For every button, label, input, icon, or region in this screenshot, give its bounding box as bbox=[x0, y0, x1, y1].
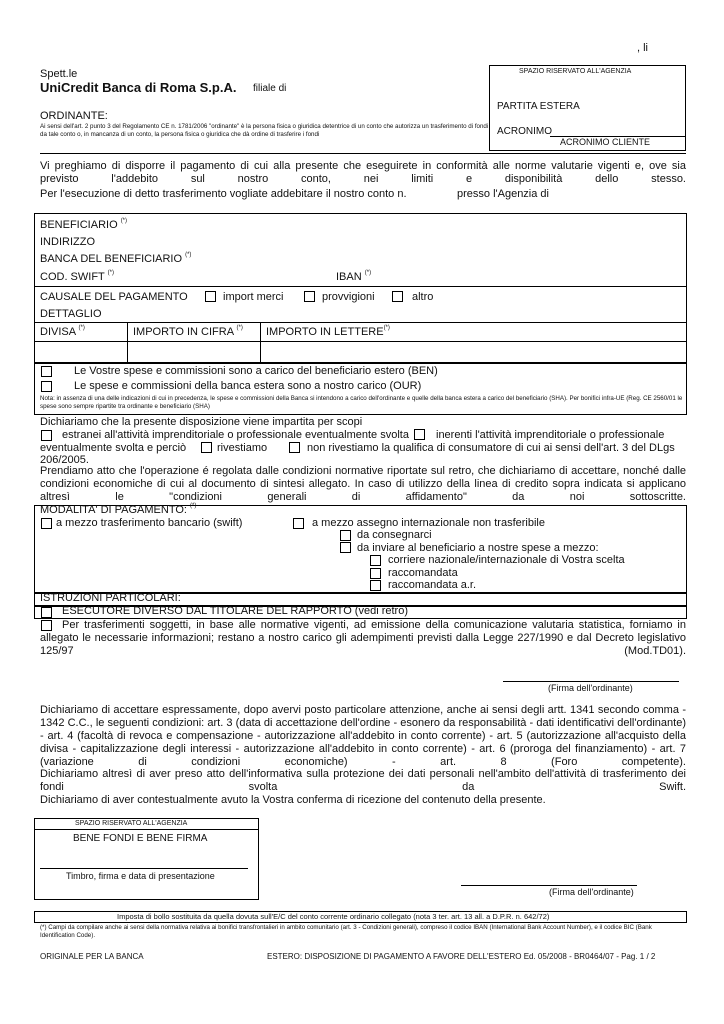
spese-ben-checkbox[interactable] bbox=[41, 366, 52, 377]
divisa-label: DIVISA (*) bbox=[40, 325, 85, 338]
firma-ordinante-label-1: (Firma dell'ordinante) bbox=[548, 683, 633, 693]
spese-our-checkbox[interactable] bbox=[41, 381, 52, 392]
import-merci-label: import merci bbox=[223, 291, 284, 303]
agency-box-title: SPAZIO RISERVATO ALL'AGENZIA bbox=[519, 68, 632, 75]
altro-label: altro bbox=[412, 291, 434, 303]
raccomandata-label: raccomandata bbox=[388, 567, 458, 579]
importo-cifra-field[interactable] bbox=[130, 344, 258, 360]
dettaglio-label: DETTAGLIO bbox=[40, 308, 102, 320]
corriere-checkbox[interactable] bbox=[370, 555, 381, 566]
prendiamo-atto: Prendiamo atto che l'operazione é regolata dalle condizioni normative riportate sul retro, che dichiariamo di accettare, nonché dalle condizioni economiche di cui al documento di sintesi allegato. In caso di utilizzo della linea di credito sopra indicata si applicano altresì le "condizioni generali di affidamento" da noi sottoscritte. bbox=[40, 465, 686, 503]
indirizzo-label: INDIRIZZO bbox=[40, 236, 95, 248]
bollo-text: Imposta di bollo sostituita da quella dovuta sull'E/C del conto corrente ordinario collegato (nota 3 ter. art. 13 all. a D.P.R. n. 642/72) bbox=[117, 912, 550, 921]
corriere-label: corriere nazionale/internazionale di Vostra scelta bbox=[388, 554, 625, 566]
spese-nota: Nota: in assenza di una delle indicazioni di cui in precedenza, le spese e commissioni della Banca si intendono a carico dell'ordinante e quelle della banca estera a carico del beneficiario (SHA). Per bonifici infra-UE (Reg. CE 2560/01 le spese sono sempre ripartite tra ordinante e beneficiario (SHA) bbox=[40, 395, 683, 410]
separator bbox=[40, 153, 686, 154]
agency-box-2-title: SPAZIO RISERVATO ALL'AGENZIA bbox=[75, 820, 188, 827]
filiale-label: filiale di bbox=[253, 83, 287, 94]
firma-ordinante-label-2: (Firma dell'ordinante) bbox=[549, 887, 634, 897]
swift-checkbox[interactable] bbox=[41, 518, 52, 529]
assegno-label: a mezzo assegno internazionale non trasferibile bbox=[312, 517, 545, 529]
spese-ben-label: Le Vostre spese e commissioni sono a carico del beneficiario estero (BEN) bbox=[74, 365, 438, 377]
trasferimenti-text: Per trasferimenti soggetti, in base alle normative vigenti, ad emissione della comunicazione valutaria statistica, forniamo in allegato le necessarie informazioni; restano a nostro carico gli adempimenti previsti dalla Legge 227/1990 e dal Decreto legislativo 125/97 (Mod.TD01). bbox=[40, 619, 686, 657]
banca-beneficiario-label: BANCA DEL BENEFICIARIO (*) bbox=[40, 252, 192, 265]
condizioni-text: Dichiariamo di accettare espressamente, dopo avervi posto particolare attenzione, anche ai sensi degli artt. 1341 secondo comma - 1342 C.C., le seguenti condizioni: art. 3 (data di accettazione dell'ordine - esonero da responsabilità - dati identificativi dell'ordinante) - art. 4 (facoltà di revoca e compensazione - autorizzazione all'addebito in conto corrente) - art. 5 (autorizzazione all'acquisto della divisa - capitalizzazione degli interessi - autorizzazione all'addebito in conto corrente) - art. 6 (proroga del finanziamento) - art. 7 (variazione di condizioni economiche) - art. 8 (Foro competente). bbox=[40, 704, 686, 768]
conferma-text: Dichiariamo di aver contestualmente avuto la Vostra conferma di ricezione del contenuto della presente. bbox=[40, 794, 546, 806]
acronimo-label: ACRONIMO bbox=[497, 126, 552, 137]
rivestiamo-label: rivestiamo bbox=[217, 442, 268, 454]
raccomandata-ar-checkbox[interactable] bbox=[370, 580, 381, 591]
raccomandata-ar-label: raccomandata a.r. bbox=[388, 579, 477, 591]
intro-conto: Per l'esecuzione di detto trasferimento vogliate addebitare il nostro conto n. bbox=[40, 188, 407, 200]
ordinante-label: ORDINANTE: bbox=[40, 110, 108, 122]
dichiarazione-scopi: Dichiariamo che la presente disposizione viene impartita per scopi bbox=[40, 416, 363, 428]
consegnarci-checkbox[interactable] bbox=[340, 530, 351, 541]
dlgs-year: 206/2005. bbox=[40, 454, 89, 466]
beneficiario-label: BENEFICIARIO (*) bbox=[40, 218, 128, 231]
provvigioni-checkbox[interactable] bbox=[304, 291, 315, 302]
intro-agenzia: presso l'Agenzia di bbox=[457, 188, 549, 200]
esecutore-checkbox[interactable] bbox=[41, 607, 52, 618]
acronimo-cliente-label: ACRONIMO CLIENTE bbox=[560, 137, 651, 147]
inerenti-label: inerenti l'attività imprenditoriale o professionale bbox=[436, 429, 665, 441]
intro-text: Vi preghiamo di disporre il pagamento di cui alla presente che eseguirete in conformità alle norme valutarie vigenti e, ove sia previsto l'addebito sul nostro conto, nei limiti e disponibilità dello stesso. bbox=[40, 160, 686, 185]
swift-label: COD. SWIFT (*) bbox=[40, 270, 114, 283]
privacy-text: Dichiariamo altresì di aver preso atto dell'informativa sulla protezione dei dati personali nell'ambito dell'attività di trasferimento dei fondi svolta da Swift. bbox=[40, 768, 686, 793]
raccomandata-checkbox[interactable] bbox=[370, 568, 381, 579]
causale-label: CAUSALE DEL PAGAMENTO bbox=[40, 291, 188, 303]
timbro-label: Timbro, firma e data di presentazione bbox=[66, 871, 215, 881]
inerenti-checkbox[interactable] bbox=[414, 429, 425, 440]
timbro-line bbox=[40, 868, 248, 869]
istruzioni-title: ISTRUZIONI PARTICOLARI: bbox=[40, 592, 181, 604]
rivestiamo-checkbox[interactable] bbox=[201, 442, 212, 453]
import-merci-checkbox[interactable] bbox=[205, 291, 216, 302]
consegnarci-label: da consegnarci bbox=[357, 529, 432, 541]
estranei-label: estranei all'attività imprenditoriale o professionale eventualmente svolta bbox=[62, 429, 409, 441]
estranei-checkbox[interactable] bbox=[41, 430, 52, 441]
swift-transfer-label: a mezzo trasferimento bancario (swift) bbox=[56, 517, 243, 529]
esecutore-label: ESECUTORE DIVERSO DAL TITOLARE DEL RAPPORTO (vedi retro) bbox=[62, 605, 408, 617]
inviare-checkbox[interactable] bbox=[340, 542, 351, 553]
agency-box-2 bbox=[34, 818, 259, 900]
firma-ordinante-line-1 bbox=[503, 681, 679, 682]
altro-checkbox[interactable] bbox=[392, 291, 403, 302]
importo-cifra-label: IMPORTO IN CIFRA (*) bbox=[133, 325, 243, 338]
firma-ordinante-line-2 bbox=[461, 885, 637, 886]
partita-estera-label: PARTITA ESTERA bbox=[497, 101, 580, 112]
bank-name: UniCredit Banca di Roma S.p.A. bbox=[40, 80, 237, 95]
non-rivestiamo-checkbox[interactable] bbox=[289, 442, 300, 453]
assegno-checkbox[interactable] bbox=[293, 518, 304, 529]
footnote: (*) Campi da compilare anche ai sensi della normativa relativa ai bonifici transfrontalieri in ambito comunitario (art. 3 - Condizioni generali), compreso il codice IBAN (International Bank Account Number), e il codice BIC (Bank Identification Code). bbox=[40, 924, 652, 939]
date-place: , li bbox=[637, 42, 648, 54]
eventualmente-label: eventualmente svolta e perciò bbox=[40, 442, 187, 454]
importo-lettere-field[interactable] bbox=[263, 344, 683, 360]
ordinante-note: Ai sensi dell'art. 2 punto 3 del Regolamento CE n. 1781/2006 "ordinante" è la persona fisica o giuridica detentrice di un conto che autorizza un trasferimento di fondi da tale conto o, in mancanza di un conto, la persona fisica o giuridica che dà ordine di trasferire i fondi bbox=[40, 123, 489, 138]
iban-label: IBAN (*) bbox=[336, 270, 372, 283]
non-rivestiamo-label: non rivestiamo la qualifica di consumatore di cui ai sensi dell'art. 3 del DLgs bbox=[307, 442, 675, 454]
spese-our-label: Le spese e commissioni della banca estera sono a nostro carico (OUR) bbox=[74, 380, 422, 392]
divisa-field[interactable] bbox=[41, 344, 125, 360]
footer-right: ESTERO: DISPOSIZIONE DI PAGAMENTO A FAVORE DELL'ESTERO Ed. 05/2008 - BR0464/07 - Pag. 1 / 2 bbox=[267, 952, 656, 961]
modalita-title: MODALITA' DI PAGAMENTO: (*) bbox=[40, 503, 197, 516]
footer-left: ORIGINALE PER LA BANCA bbox=[40, 952, 144, 961]
inviare-label: da inviare al beneficiario a nostre spese a mezzo: bbox=[357, 542, 599, 554]
importo-lettere-label: IMPORTO IN LETTERE(*) bbox=[266, 325, 390, 338]
spett-label: Spett.le bbox=[40, 68, 78, 80]
provvigioni-label: provvigioni bbox=[322, 291, 375, 303]
bene-fondi-label: BENE FONDI E BENE FIRMA bbox=[73, 833, 208, 844]
